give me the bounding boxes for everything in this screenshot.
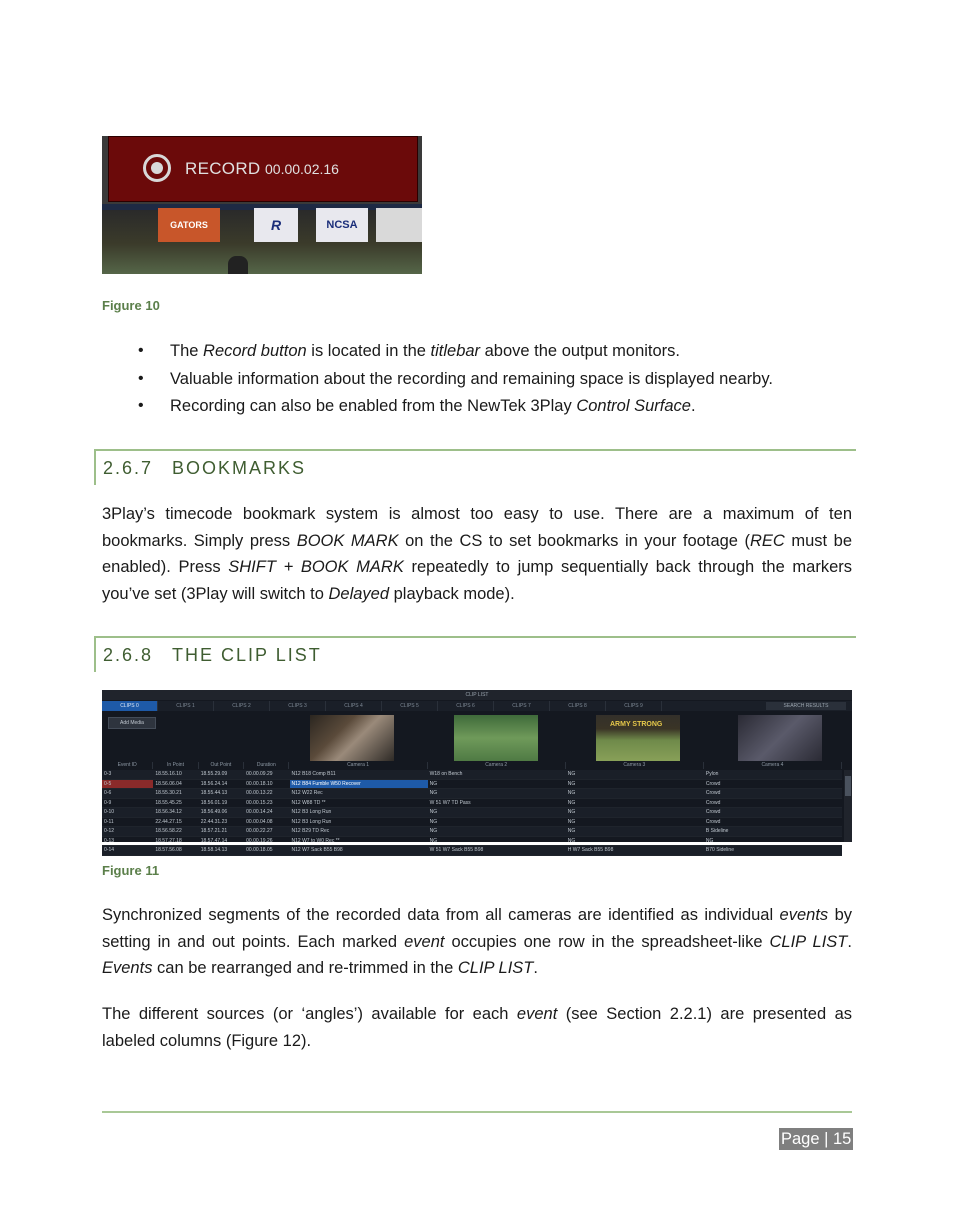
table-cell[interactable]: 22.44.27.15	[155, 818, 182, 825]
table-row[interactable]	[102, 827, 842, 837]
table-cell[interactable]: 18.56.49.06	[200, 809, 228, 815]
table-row[interactable]	[102, 780, 842, 790]
table-cell[interactable]: NG	[429, 818, 438, 825]
player-silhouette	[228, 256, 248, 274]
tab-clips-6[interactable]: CLIPS 6	[438, 701, 494, 711]
stadium-sign: R	[254, 208, 298, 242]
table-cell[interactable]: 0-10	[104, 809, 115, 815]
list-item: • Recording can also be enabled from the NewTek 3Play Control Surface.	[138, 395, 773, 423]
tab-clips-7[interactable]: CLIPS 7	[494, 701, 550, 711]
stadium-sign	[376, 208, 422, 242]
table-cell[interactable]: N12 W22 Rec	[291, 790, 323, 796]
table-cell[interactable]: NG	[567, 809, 576, 815]
table-cell[interactable]: 00.00.15.23	[246, 799, 273, 806]
table-cell[interactable]: NG	[429, 790, 438, 796]
table-cell[interactable]: 18.57.56.08	[155, 847, 182, 853]
table-cell[interactable]: N12 B84 Fumble W50 Recover	[290, 780, 428, 789]
table-cell[interactable]: 00.00.13.22	[246, 790, 273, 796]
record-button-label: RECORD	[185, 159, 261, 178]
sources-paragraph: The different sources (or ‘angles’) available for each event (see Section 2.2.1) are presented as labeled columns (Figure 12).	[102, 1005, 852, 1050]
camera-4-thumbnail	[738, 715, 822, 761]
table-cell[interactable]: Pylon	[705, 771, 719, 777]
table-cell[interactable]: W 51 W7 TD Pass	[429, 799, 471, 806]
section-number: 2.6.8	[103, 645, 154, 665]
add-media-button[interactable]: Add Media	[108, 717, 156, 729]
table-cell[interactable]: Crowd	[705, 818, 721, 825]
table-cell[interactable]: 00.00.14.24	[246, 809, 273, 815]
clip-list-titlebar: CLIP LIST	[102, 690, 852, 700]
table-cell[interactable]: NG	[567, 828, 576, 834]
column-header[interactable]: Out Point	[199, 762, 244, 769]
section-heading-clip-list	[94, 636, 856, 672]
table-cell[interactable]: 18.57.47.14	[200, 837, 228, 844]
table-cell[interactable]: Crowd	[705, 809, 721, 815]
table-cell[interactable]: 18.55.45.25	[155, 799, 182, 806]
camera-3-thumbnail: ARMY STRONG	[596, 715, 680, 761]
table-cell[interactable]: 18.56.58.22	[155, 828, 182, 834]
clip-list-rows	[102, 770, 842, 856]
tab-clips-1[interactable]: CLIPS 1	[158, 701, 214, 711]
table-cell[interactable]: N12 B18 Comp B11	[291, 771, 336, 777]
table-row[interactable]	[102, 818, 842, 828]
figure-10-record-screenshot	[102, 136, 422, 274]
table-cell[interactable]: W18 on Bench	[429, 771, 463, 777]
bookmarks-paragraph: 3Play’s timecode bookmark system is almost too easy to use. There are a maximum of ten bookmarks. Simply press BOOK MARK on the CS to set bookmarks in your footage (REC must be enabled). Press SHIFT + BOOK MARK repeatedly to jump sequentially back through the markers you’ve set (3Play will switch to Delayed playback mode).	[102, 505, 853, 603]
table-cell[interactable]: 18.55.30.21	[155, 790, 182, 796]
table-cell[interactable]: 18.56.01.19	[200, 799, 228, 806]
tab-clips-0[interactable]: CLIPS 0	[102, 701, 158, 711]
page-number: Page | 15	[781, 1130, 852, 1148]
column-header[interactable]: Camera 4	[704, 762, 842, 769]
tab-clips-3[interactable]: CLIPS 3	[270, 701, 326, 711]
table-cell[interactable]: 18.55.16.10	[155, 771, 182, 777]
column-header[interactable]: Camera 3	[566, 762, 704, 769]
table-cell[interactable]: 00.00.22.27	[246, 828, 273, 834]
table-cell[interactable]: 18.58.14.13	[200, 847, 228, 853]
footer-rule	[102, 1111, 852, 1113]
table-cell[interactable]: N12 B29 TD Rec	[291, 828, 330, 834]
record-circle-icon	[143, 154, 171, 182]
stadium-image	[102, 204, 422, 274]
table-cell[interactable]: 00.00.18.10	[246, 780, 273, 787]
column-header[interactable]: Camera 2	[428, 762, 566, 769]
list-item: • Valuable information about the recording and remaining space is displayed nearby.	[138, 368, 773, 396]
table-cell[interactable]: N12 B3 Long Run	[291, 809, 332, 815]
table-cell[interactable]: 18.56.06.04	[155, 780, 182, 787]
column-header[interactable]: In Point	[153, 762, 198, 769]
table-cell[interactable]: H W7 Sack B55 B98	[567, 847, 614, 853]
table-cell[interactable]: 0-6	[104, 790, 112, 796]
camera-1-thumbnail	[310, 715, 394, 761]
section-title: THE CLIP LIST	[172, 645, 322, 665]
table-cell[interactable]: B70 Sideline	[705, 847, 734, 853]
table-cell[interactable]: 0-9	[104, 799, 112, 806]
table-cell[interactable]: 18.57.21.21	[200, 828, 228, 834]
search-results-tab[interactable]: SEARCH RESULTS	[766, 702, 846, 710]
table-cell[interactable]: N12 W7 Sack B55 B98	[291, 847, 343, 853]
figure-11-caption: Figure 11	[102, 863, 160, 878]
table-cell[interactable]: 18.55.44.13	[200, 790, 228, 796]
table-cell[interactable]: NG	[567, 790, 576, 796]
table-row[interactable]	[102, 789, 842, 799]
table-cell[interactable]: 0-11	[104, 818, 114, 825]
table-cell[interactable]: 0-13	[104, 837, 115, 844]
scrollbar[interactable]	[844, 770, 852, 842]
table-cell[interactable]: NG	[567, 771, 576, 777]
table-cell[interactable]: NG	[429, 837, 438, 844]
table-cell[interactable]: N12 W88 TD **	[291, 799, 326, 806]
table-cell[interactable]: B Sideline	[705, 828, 729, 834]
table-row[interactable]	[102, 846, 842, 856]
table-cell[interactable]: NG	[567, 799, 576, 806]
table-cell[interactable]: NG	[429, 809, 438, 815]
table-cell[interactable]: 0-14	[104, 847, 115, 853]
table-cell[interactable]: 18.55.29.09	[200, 771, 228, 777]
record-timecode: 00.00.02.16	[265, 161, 339, 177]
table-cell[interactable]: Crowd	[705, 790, 721, 796]
figure-10-caption: Figure 10	[102, 298, 160, 313]
table-row[interactable]	[102, 837, 842, 847]
table-cell[interactable]: Crowd	[705, 799, 721, 806]
tab-clips-9[interactable]: CLIPS 9	[606, 701, 662, 711]
table-cell[interactable]: 18.56.24.14	[200, 780, 228, 787]
table-cell[interactable]: 0-12	[104, 828, 115, 834]
table-cell[interactable]: NG	[705, 837, 714, 844]
stadium-sign: GATORS	[158, 208, 220, 242]
column-header[interactable]: Duration	[244, 762, 289, 769]
stadium-sign: NCSA	[316, 208, 368, 242]
clip-list-header	[102, 762, 842, 769]
figure-11-clip-list-screenshot	[102, 690, 852, 853]
section-heading-bookmarks	[94, 449, 856, 485]
column-header[interactable]: Camera 1	[289, 762, 427, 769]
record-titlebar	[108, 136, 418, 202]
table-cell[interactable]: 0-5	[102, 780, 153, 789]
events-paragraph: Synchronized segments of the recorded data from all cameras are identified as individual events by setting in and out points. Each marked event occupies one row in the spreadsheet-like CLIP LIST. Events can be rearranged and re-trimmed in the CLIP LIST.	[102, 906, 852, 977]
table-cell[interactable]: N12 B3 Long Run	[291, 818, 332, 825]
table-cell[interactable]: NG	[429, 780, 438, 787]
table-cell[interactable]: 22.44.31.23	[200, 818, 228, 825]
tab-clips-4[interactable]: CLIPS 4	[326, 701, 382, 711]
section-title: BOOKMARKS	[172, 458, 307, 478]
table-cell[interactable]: NG	[567, 818, 576, 825]
table-cell[interactable]: 18.56.34.12	[155, 809, 182, 815]
table-cell[interactable]: 00.00.09.29	[246, 771, 273, 777]
list-item: • The Record button is located in the titlebar above the output monitors.	[138, 340, 773, 368]
tab-clips-8[interactable]: CLIPS 8	[550, 701, 606, 711]
table-cell[interactable]: 00.00.04.08	[246, 818, 273, 825]
clip-tabs	[102, 701, 852, 711]
table-row[interactable]	[102, 808, 842, 818]
table-cell[interactable]: Crowd	[705, 780, 721, 787]
table-cell[interactable]: W 51 W7 Sack B55 B98	[429, 847, 484, 853]
section-number: 2.6.7	[103, 458, 154, 478]
table-cell[interactable]: 18.57.27.18	[155, 837, 182, 844]
column-header[interactable]: Event ID	[102, 762, 153, 769]
table-cell[interactable]: 00.00.18.05	[246, 847, 273, 853]
table-cell[interactable]: 0-3	[104, 771, 112, 777]
camera-2-thumbnail	[454, 715, 538, 761]
tab-clips-5[interactable]: CLIPS 5	[382, 701, 438, 711]
table-row[interactable]	[102, 799, 842, 809]
table-cell[interactable]: NG	[567, 837, 576, 844]
table-row[interactable]	[102, 770, 842, 780]
bullet-list	[138, 340, 773, 423]
table-cell[interactable]: N12 W7 to W0 Rec **	[291, 837, 340, 844]
table-cell[interactable]: NG	[429, 828, 438, 834]
tab-clips-2[interactable]: CLIPS 2	[214, 701, 270, 711]
table-cell[interactable]: 00.00.19.26	[246, 837, 273, 844]
table-cell[interactable]: NG	[567, 780, 576, 787]
